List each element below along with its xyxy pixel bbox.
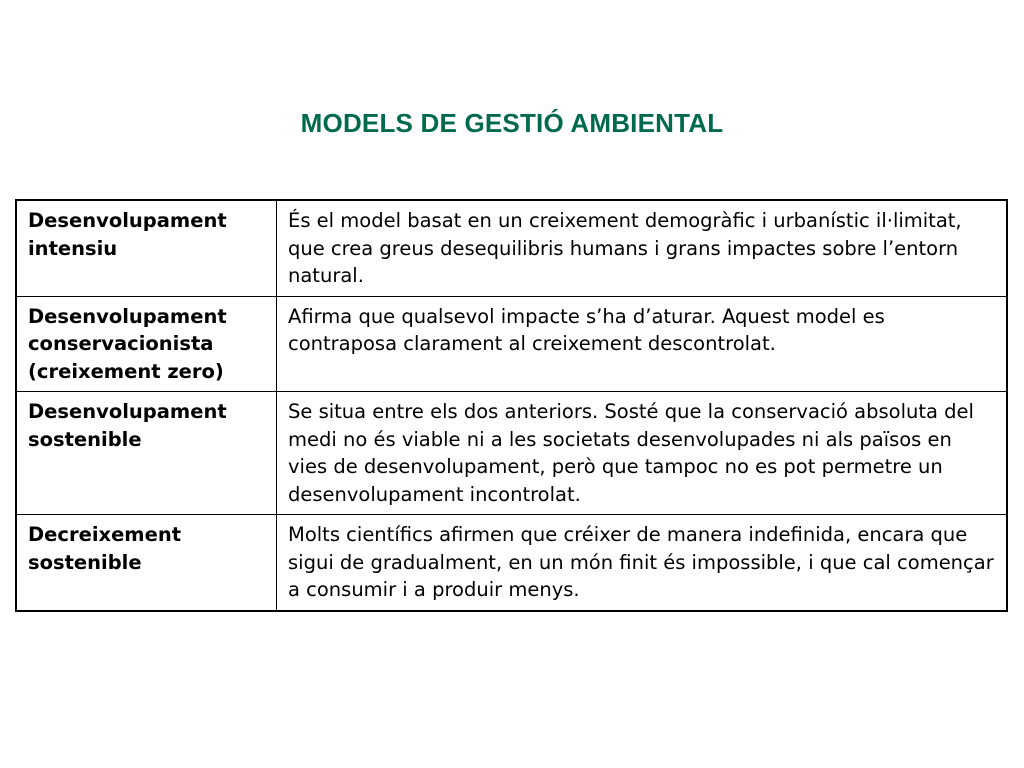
model-name-cell xyxy=(16,296,277,392)
model-name-line: Desenvolupament xyxy=(28,209,227,232)
model-name-line: conservacionista xyxy=(28,332,214,355)
model-name-cell xyxy=(16,515,277,611)
model-name-line: Desenvolupament xyxy=(28,304,227,328)
model-name-line: Desenvolupament xyxy=(28,400,227,423)
model-name-cell xyxy=(16,200,277,296)
model-name-line: (creixement zero) xyxy=(28,359,224,383)
table-row xyxy=(16,200,1007,296)
model-name-cell xyxy=(16,392,277,515)
model-name-line: Decreixement xyxy=(28,523,182,546)
model-description: Afirma que qualsevol impacte s’ha d’aturar. Aquest model es contraposa clarament al creixement descontrolat. xyxy=(277,296,1008,392)
table-row xyxy=(16,515,1007,611)
table-row xyxy=(16,392,1007,515)
model-description: Molts científics afirmen que créixer de manera indefinida, encara que sigui de gradualment, en un món finit és impossible, i que cal començar a consumir i a produir menys. xyxy=(277,515,1008,611)
page-title: MODELS DE GESTIÓ AMBIENTAL xyxy=(300,108,724,138)
model-description: És el model basat en un creixement demogràfic i urbanístic il·limitat, que crea greus desequilibris humans i grans impactes sobre l’entorn natural. xyxy=(277,200,1008,296)
models-table xyxy=(15,199,1008,612)
model-name-line: sostenible xyxy=(28,550,142,574)
model-name-line: intensiu xyxy=(28,236,118,260)
model-name-line: sostenible xyxy=(28,427,142,451)
table-row xyxy=(16,296,1007,392)
model-description: Se situa entre els dos anteriors. Sosté que la conservació absoluta del medi no és viable ni a les societats desenvolupades ni als països en vies de desenvolupament, però que tampoc no es pot permetre un desenvolupament incontrolat. xyxy=(277,392,1008,515)
